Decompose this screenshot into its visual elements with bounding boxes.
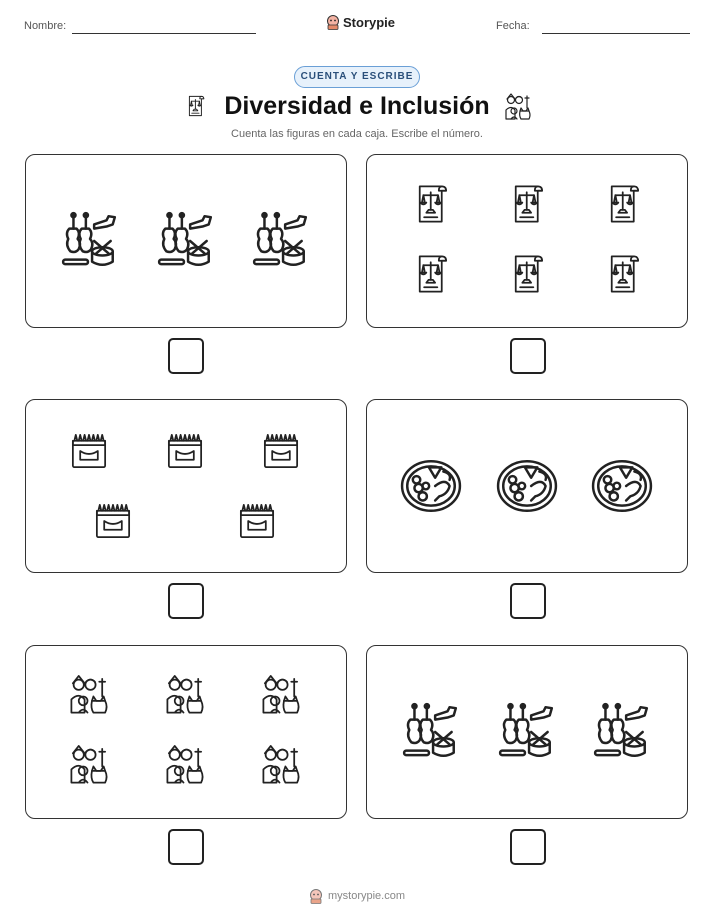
diverse-people-group-icon <box>259 741 303 794</box>
page-title: Diversidad e Inclusión <box>224 92 490 120</box>
answer-box-4[interactable] <box>510 583 546 619</box>
answer-box-3[interactable] <box>168 583 204 619</box>
diverse-people-group-icon <box>67 671 111 724</box>
law-document-icon <box>600 180 644 233</box>
law-document-icon <box>408 250 452 303</box>
diverse-people-group-icon <box>67 741 111 794</box>
answer-box-6[interactable] <box>510 829 546 865</box>
storypie-mascot-icon <box>326 14 340 30</box>
name-field[interactable] <box>72 33 256 34</box>
law-document-icon <box>600 250 644 303</box>
law-document-icon <box>504 250 548 303</box>
law-document-icon <box>408 180 452 233</box>
brand-name: Storypie <box>343 14 396 30</box>
music-instruments-icon <box>591 701 653 768</box>
date-field[interactable] <box>542 33 690 34</box>
food-plate-icon <box>591 455 653 522</box>
diverse-people-group-icon <box>503 92 533 122</box>
diverse-people-group-icon <box>163 671 207 724</box>
food-plate-icon <box>400 455 462 522</box>
crayon-box-icon <box>163 427 207 480</box>
activity-badge: CUENTA Y ESCRIBE <box>294 66 420 88</box>
date-label: Fecha: <box>496 20 530 32</box>
music-instruments-icon <box>155 210 217 277</box>
instructions: Cuenta las figuras en cada caja. Escribe el número. <box>231 128 483 140</box>
count-box-3 <box>25 399 347 573</box>
footer-url: mystorypie.com <box>327 890 406 902</box>
name-label: Nombre: <box>24 20 67 32</box>
diverse-people-group-icon <box>259 671 303 724</box>
music-instruments-icon <box>400 701 462 768</box>
crayon-box-icon <box>67 427 111 480</box>
law-document-icon <box>504 180 548 233</box>
crayon-box-icon <box>235 497 279 550</box>
music-instruments-icon <box>59 210 121 277</box>
answer-box-2[interactable] <box>510 338 546 374</box>
crayon-box-icon <box>91 497 135 550</box>
food-plate-icon <box>496 455 558 522</box>
answer-box-1[interactable] <box>168 338 204 374</box>
answer-box-5[interactable] <box>168 829 204 865</box>
crayon-box-icon <box>259 427 303 480</box>
brand-logo <box>326 14 395 30</box>
storypie-mascot-icon <box>309 888 323 904</box>
diverse-people-group-icon <box>163 741 207 794</box>
music-instruments-icon <box>496 701 558 768</box>
music-instruments-icon <box>250 210 312 277</box>
footer <box>0 888 714 904</box>
